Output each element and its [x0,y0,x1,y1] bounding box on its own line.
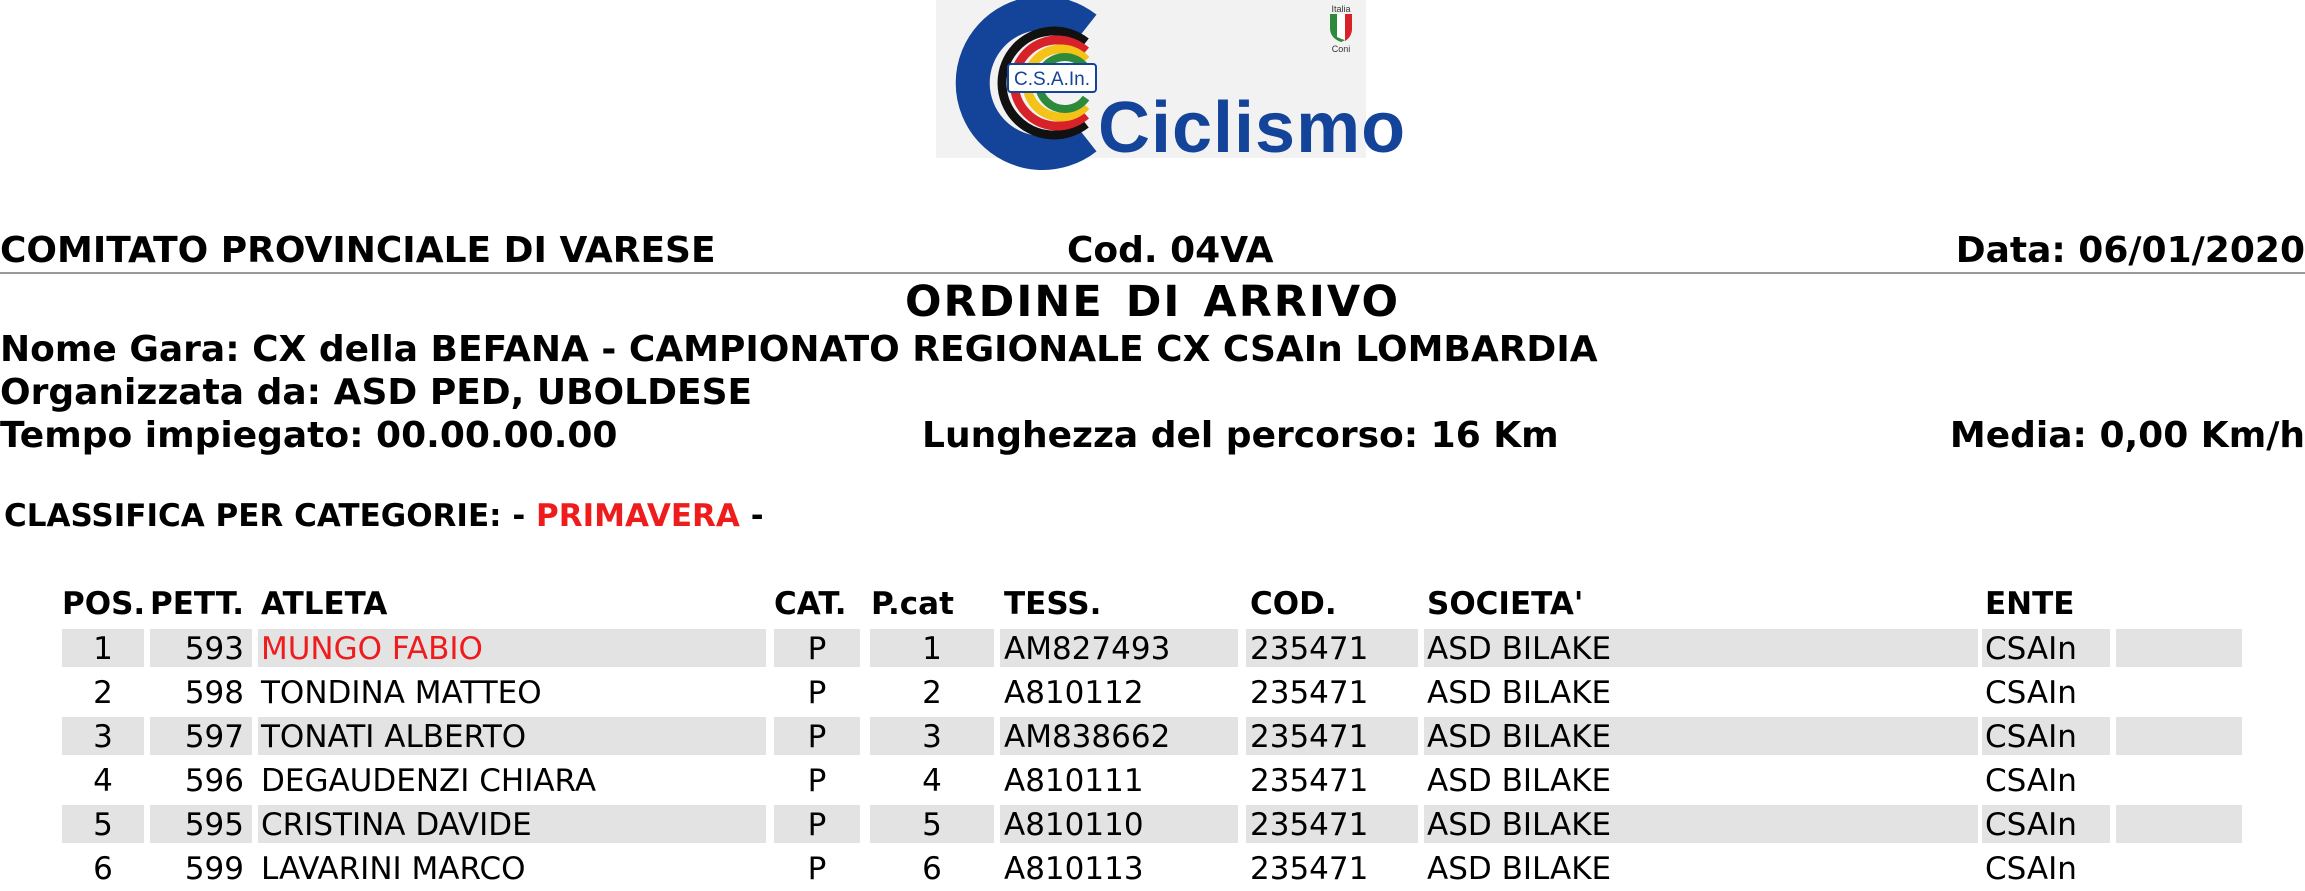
race-time: Tempo impiegato: 00.00.00.00 [0,415,618,456]
csain-ciclismo-logo [936,0,1407,168]
report-title-word-3: ARRIVO [1203,277,1400,327]
cell-atleta: LAVARINI MARCO [261,851,526,887]
report-title-word-2: DI [1125,277,1182,327]
cell-ente: CSAIn [1985,675,2077,711]
cell-tess: A810113 [1004,851,1144,887]
category-suffix: - [750,498,764,534]
csain-ciclismo-logo-graphic [936,0,1407,168]
cell-pett: 597 [150,717,252,755]
cell-extra [2116,717,2242,755]
col-header-tess: TESS. [1004,586,1102,622]
cell-pcat: 2 [922,675,942,711]
category-name: PRIMAVERA [535,498,740,534]
cell-ente: CSAIn [1985,763,2077,799]
logo-word-text: Ciclismo [1098,88,1407,168]
col-header-cod: COD. [1250,586,1337,622]
cell-societa: ASD BILAKE [1427,851,1612,887]
race-name: Nome Gara: CX della BEFANA - CAMPIONATO REGIONALE CX CSAIn LOMBARDIA [0,329,1598,370]
cell-pcat: 3 [870,717,994,755]
cell-pett: 595 [150,805,252,843]
cell-cod: 235471 [1250,851,1369,887]
cell-cod: 235471 [1250,675,1369,711]
committee-name: COMITATO PROVINCIALE DI VARESE [0,230,716,271]
cell-cod: 235471 [1250,763,1369,799]
cell-pcat: 6 [922,851,942,887]
cell-pett: 598 [184,675,244,711]
cell-cat: P [807,851,827,887]
col-header-pett: PETT. [150,586,244,622]
cell-pett: 596 [184,763,244,799]
cell-cod: 235471 [1246,717,1418,755]
cell-cod: 235471 [1246,805,1418,843]
race-organizer: Organizzata da: ASD PED, UBOLDESE [0,372,753,413]
logo-corner-text-2: Coni [1331,44,1351,54]
cell-ente: CSAIn [1982,629,2110,667]
cell-pos: 1 [62,629,144,667]
cell-societa: ASD BILAKE [1424,717,1978,755]
cell-tess: AM827493 [1000,629,1238,667]
report-title [0,277,2305,327]
col-header-cat: CAT. [774,586,847,622]
cell-pcat: 1 [870,629,994,667]
cell-cod: 235471 [1246,629,1418,667]
category-heading [4,498,764,534]
cell-pett: 593 [150,629,252,667]
cell-societa: ASD BILAKE [1427,763,1612,799]
table-row [0,759,2305,803]
cell-societa: ASD BILAKE [1424,805,1978,843]
table-row [0,671,2305,715]
table-row [0,803,2305,847]
cell-tess: A810110 [1000,805,1238,843]
cell-ente: CSAIn [1982,717,2110,755]
cell-pos: 6 [93,851,113,887]
cell-cat: P [774,629,860,667]
header-divider [0,272,2305,274]
results-table [0,627,2305,891]
col-header-atleta: ATLETA [261,586,388,622]
logo-badge-text: C.S.A.In. [1013,69,1091,90]
cell-atleta: TONATI ALBERTO [258,717,766,755]
cell-cat: P [807,763,827,799]
cell-atleta: DEGAUDENZI CHIARA [261,763,597,799]
col-header-ente: ENTE [1985,586,2075,622]
cell-pcat: 4 [922,763,942,799]
col-header-pcat: P.cat [871,586,954,622]
committee-code: Cod. 04VA [1067,230,1274,271]
cell-ente: CSAIn [1985,851,2077,887]
category-prefix: CLASSIFICA PER CATEGORIE: - [4,498,526,534]
cell-pos: 2 [93,675,113,711]
cell-pos: 3 [62,717,144,755]
cell-pcat: 5 [870,805,994,843]
cell-societa: ASD BILAKE [1424,629,1978,667]
logo-corner-text-1: Italia [1331,4,1351,14]
cell-cat: P [807,675,827,711]
col-header-societa: SOCIETA' [1427,586,1584,622]
table-row [0,847,2305,891]
cell-pett: 599 [184,851,244,887]
cell-extra [2116,805,2242,843]
results-table-header [0,586,2305,623]
cell-ente: CSAIn [1982,805,2110,843]
cell-societa: ASD BILAKE [1427,675,1612,711]
cell-atleta: MUNGO FABIO [258,629,766,667]
cell-tess: A810112 [1004,675,1144,711]
cell-tess: AM838662 [1000,717,1238,755]
cell-pos: 4 [93,763,113,799]
table-row [0,715,2305,759]
cell-atleta: TONDINA MATTEO [261,675,542,711]
table-row [0,627,2305,671]
cell-cat: P [774,805,860,843]
report-title-word-1: ORDINE [905,277,1104,327]
report-date: Data: 06/01/2020 [1955,230,2305,271]
cell-tess: A810111 [1004,763,1144,799]
cell-atleta: CRISTINA DAVIDE [258,805,766,843]
race-length: Lunghezza del percorso: 16 Km [922,415,1559,456]
cell-pos: 5 [62,805,144,843]
cell-cat: P [774,717,860,755]
cell-extra [2116,629,2242,667]
race-average-speed: Media: 0,00 Km/h [1949,415,2305,456]
col-header-pos: POS. [62,586,146,622]
